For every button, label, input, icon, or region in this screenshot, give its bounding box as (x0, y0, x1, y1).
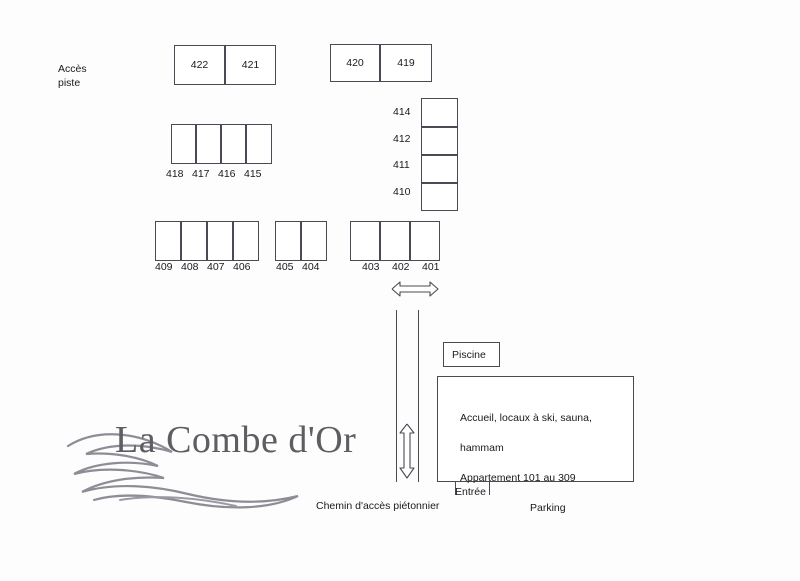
unit-406-label: 406 (233, 261, 251, 273)
unit-404-label: 404 (302, 261, 320, 273)
pedestrian-path-right-edge (418, 310, 419, 482)
unit-421[interactable]: 421 (225, 45, 276, 85)
entree-label: Entrée (455, 486, 486, 498)
unit-411-label: 411 (393, 159, 410, 171)
unit-416-box[interactable] (221, 124, 246, 164)
unit-402-label: 402 (392, 261, 410, 273)
reception-line2: Appartement 101 au 309 (460, 472, 576, 484)
unit-411-box[interactable] (421, 155, 458, 183)
unit-405-box[interactable] (275, 221, 301, 261)
unit-407-label: 407 (207, 261, 225, 273)
unit-403-label: 403 (362, 261, 380, 273)
unit-406-box[interactable] (233, 221, 259, 261)
chemin-label: Chemin d'accès piétonnier (316, 500, 440, 512)
unit-412-box[interactable] (421, 127, 458, 155)
unit-410-label: 410 (393, 186, 411, 198)
unit-415-label: 415 (244, 168, 262, 180)
unit-401-box[interactable] (410, 221, 440, 261)
unit-416-label: 416 (218, 168, 236, 180)
resort-title-block (60, 408, 370, 518)
unit-407-box[interactable] (207, 221, 233, 261)
unit-419[interactable]: 419 (380, 44, 432, 82)
access-piste-label (58, 62, 87, 90)
unit-405-label: 405 (276, 261, 294, 273)
unit-409-label: 409 (155, 261, 173, 273)
unit-410-box[interactable] (421, 183, 458, 211)
reception-line1: Accueil, locaux à ski, sauna, hammam (460, 412, 592, 454)
unit-409-box[interactable] (155, 221, 181, 261)
piscine-box[interactable] (443, 342, 500, 367)
access-piste-line2: piste (58, 77, 81, 89)
unit-418-box[interactable] (171, 124, 196, 164)
unit-401-label: 401 (422, 261, 440, 273)
unit-404-box[interactable] (301, 221, 327, 261)
unit-417-box[interactable] (196, 124, 221, 164)
pedestrian-path-left-edge (396, 310, 397, 482)
unit-408-box[interactable] (181, 221, 207, 261)
access-piste-line1: Accès (58, 63, 87, 75)
unit-403-box[interactable] (350, 221, 380, 261)
unit-420[interactable]: 420 (330, 44, 380, 82)
page-title: La Combe d'Or (115, 419, 357, 461)
parking-label: Parking (530, 502, 566, 514)
unit-412-label: 412 (393, 133, 411, 145)
unit-408-label: 408 (181, 261, 199, 273)
unit-418-label: 418 (166, 168, 184, 180)
unit-402-box[interactable] (380, 221, 410, 261)
unit-414-label: 414 (393, 106, 411, 118)
unit-415-box[interactable] (246, 124, 272, 164)
piscine-label: Piscine (452, 348, 486, 361)
unit-417-label: 417 (192, 168, 210, 180)
main-building-box[interactable] (437, 376, 634, 482)
unit-414-box[interactable] (421, 98, 458, 127)
unit-422[interactable]: 422 (174, 45, 225, 85)
